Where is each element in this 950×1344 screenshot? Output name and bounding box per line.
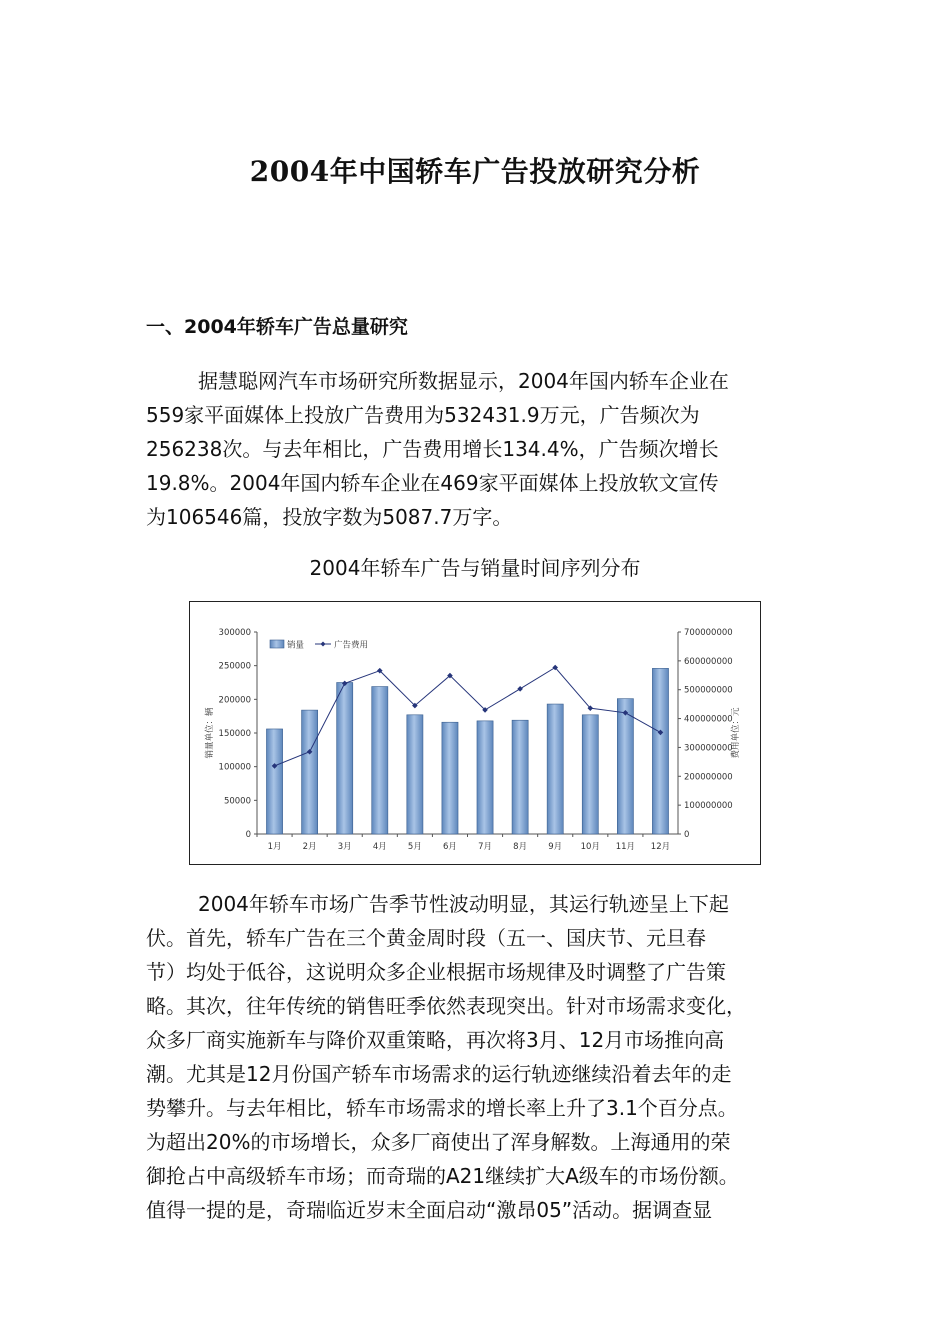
paragraph-line: 御抢占中高级轿车市场；而奇瑞的A21继续扩大A级车的市场份额。 xyxy=(146,1164,739,1188)
bar xyxy=(302,710,318,834)
bar xyxy=(442,722,458,834)
x-tick-label: 8月 xyxy=(513,842,528,852)
bar xyxy=(266,729,282,834)
y2-tick-label: 200000000 xyxy=(684,772,733,783)
y2-tick-label: 500000000 xyxy=(684,685,733,696)
x-tick-label: 6月 xyxy=(442,842,457,852)
paragraph-line: 2004年轿车市场广告季节性波动明显，其运行轨迹呈上下起 xyxy=(198,892,729,916)
paragraph-2 xyxy=(146,887,806,1227)
bar xyxy=(652,668,668,834)
paragraph-line: 潮。尤其是12月份国产轿车市场需求的运行轨迹继续沿着去年的走 xyxy=(146,1062,732,1086)
x-tick-label: 5月 xyxy=(407,842,422,852)
bar xyxy=(617,699,633,834)
legend-bar-swatch xyxy=(270,640,284,648)
x-tick-label: 9月 xyxy=(548,842,563,852)
bar xyxy=(512,720,528,834)
y2-tick-label: 100000000 xyxy=(684,801,733,812)
y-tick-label: 150000 xyxy=(218,729,251,739)
paragraph-1 xyxy=(146,364,806,534)
x-tick-label: 12月 xyxy=(650,842,671,852)
paragraph-line: 为106546篇，投放字数为5087.7万字。 xyxy=(146,505,513,529)
paragraph-line: 19.8%。2004年国内轿车企业在469家平面媒体上投放软文宣传 xyxy=(146,471,719,495)
paragraph-line: 节）均处于低谷，这说明众多企业根据市场规律及时调整了广告策 xyxy=(146,960,726,984)
chart-caption: 2004年轿车广告与销量时间序列分布 xyxy=(309,556,641,580)
bar xyxy=(407,715,423,834)
y-tick-label: 50000 xyxy=(223,796,251,807)
x-tick-label: 11月 xyxy=(615,842,636,852)
y2-tick-label: 300000000 xyxy=(684,743,733,754)
bar xyxy=(337,683,353,835)
y2-tick-label: 400000000 xyxy=(684,714,733,725)
y2-axis-title: 费用单位：元 xyxy=(731,707,741,759)
paragraph-line: 伏。首先，轿车广告在三个黄金周时段（五一、国庆节、元旦春 xyxy=(146,926,706,950)
bar xyxy=(372,687,388,834)
paragraph-line: 559家平面媒体上投放广告费用为532431.9万元，广告频次为 xyxy=(146,403,700,427)
paragraph-line: 略。其次，往年传统的销售旺季依然表现突出。针对市场需求变化， xyxy=(146,994,746,1018)
y-axis-title: 销量单位：辆 xyxy=(205,707,215,759)
bar xyxy=(547,704,563,834)
legend-label: 销量 xyxy=(287,640,305,651)
paragraph-line: 势攀升。与去年相比，轿车市场需求的增长率上升了3.1个百分点。 xyxy=(146,1096,738,1120)
document-title: 2004年中国轿车广告投放研究分析 xyxy=(249,155,701,188)
y-tick-label: 0 xyxy=(245,830,251,840)
y2-tick-label: 0 xyxy=(684,830,690,840)
legend-line-marker xyxy=(321,642,326,647)
x-tick-label: 1月 xyxy=(267,842,282,852)
ad-cost-point xyxy=(517,686,523,692)
y-tick-label: 200000 xyxy=(218,695,251,706)
y2-tick-label: 600000000 xyxy=(684,656,733,667)
paragraph-line: 众多厂商实施新车与降价双重策略，再次将3月、12月市场推向高 xyxy=(146,1028,725,1052)
paragraph-line: 值得一提的是，奇瑞临近岁末全面启动“激昂05”活动。据调查显 xyxy=(146,1198,713,1222)
legend-label: 广告费用 xyxy=(334,640,369,651)
y-tick-label: 100000 xyxy=(218,762,251,773)
x-tick-label: 7月 xyxy=(478,842,493,852)
x-tick-label: 4月 xyxy=(372,842,387,852)
section-heading: 一、2004年轿车广告总量研究 xyxy=(146,316,408,338)
x-tick-label: 3月 xyxy=(337,842,352,852)
ad-cost-line xyxy=(275,667,661,765)
sales-ad-chart xyxy=(190,602,760,864)
y-tick-label: 300000 xyxy=(218,628,251,638)
paragraph-line: 为超出20%的市场增长，众多厂商使出了浑身解数。上海通用的荣 xyxy=(146,1130,731,1154)
bar xyxy=(477,721,493,834)
paragraph-line: 256238次。与去年相比，广告费用增长134.4%，广告频次增长 xyxy=(146,437,719,461)
paragraph-line: 据慧聪网汽车市场研究所数据显示，2004年国内轿车企业在 xyxy=(198,369,729,393)
chart-frame xyxy=(189,601,761,865)
bar xyxy=(582,715,598,834)
y-tick-label: 250000 xyxy=(218,661,251,672)
x-tick-label: 2月 xyxy=(302,842,317,852)
y2-tick-label: 700000000 xyxy=(684,628,733,638)
x-tick-label: 10月 xyxy=(580,842,600,852)
